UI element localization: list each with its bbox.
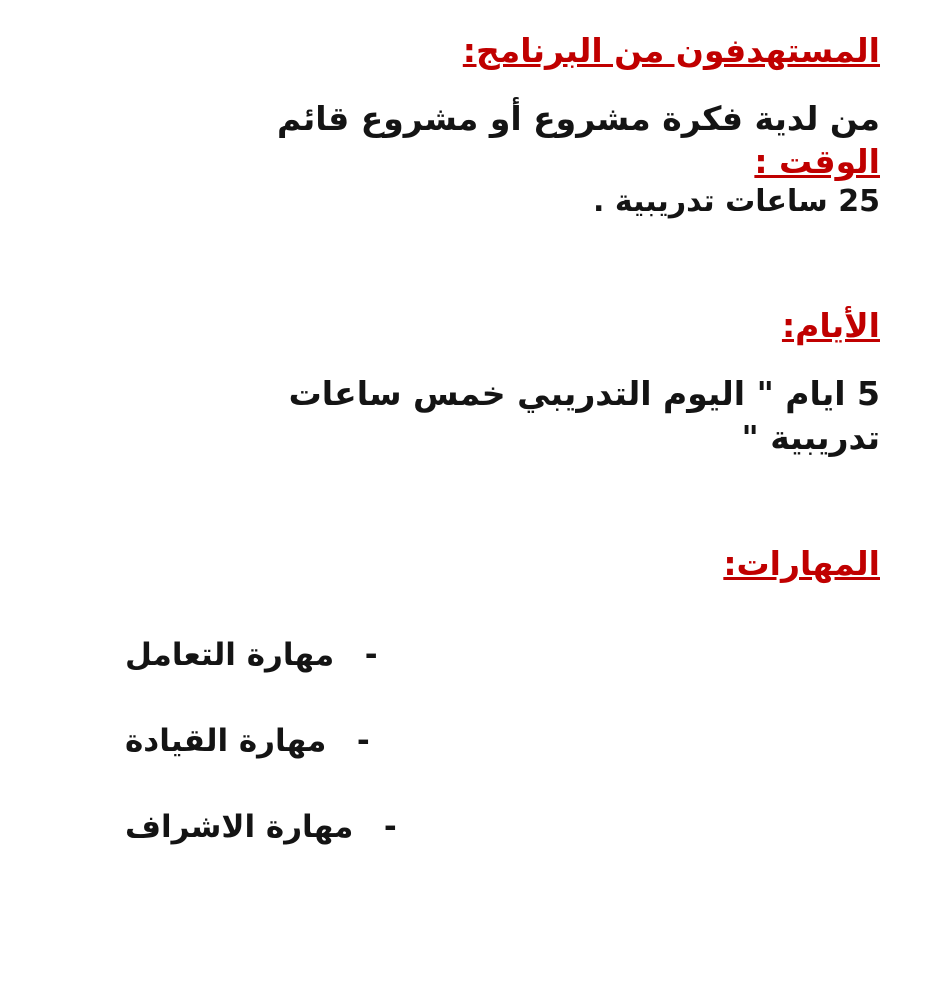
audience-heading: المستهدفون من البرنامج: [462,31,880,70]
audience-section [70,30,880,141]
list-bullet: - [356,722,370,759]
list-item [70,637,880,673]
list-item [70,723,880,759]
days-text-line-2: تدريبية " [741,417,880,457]
list-item-label: مهارة التعامل [125,636,335,673]
days-text-line-1: 5 ايام " اليوم التدريبي خمس ساعات [288,374,880,414]
time-section [70,141,880,221]
list-bullet: - [383,808,397,845]
list-item [70,809,880,845]
time-text: 25 ساعات تدريبية . [593,184,880,220]
skills-heading: المهارات: [723,544,880,584]
days-section [70,305,880,459]
list-bullet: - [364,636,378,673]
time-heading: الوقت : [754,141,880,181]
spacer [70,221,880,305]
skills-list [70,637,880,845]
spacer [70,71,880,97]
list-item-label: مهارة الاشراف [125,808,354,845]
spacer [70,459,880,543]
list-item-label: مهارة القيادة [125,722,327,759]
audience-text: من لدية فكرة مشروع أو مشروع قائم [276,99,880,139]
spacer [70,346,880,372]
spacer [70,585,880,637]
skills-section [70,543,880,844]
days-heading: الأيام: [781,306,880,346]
